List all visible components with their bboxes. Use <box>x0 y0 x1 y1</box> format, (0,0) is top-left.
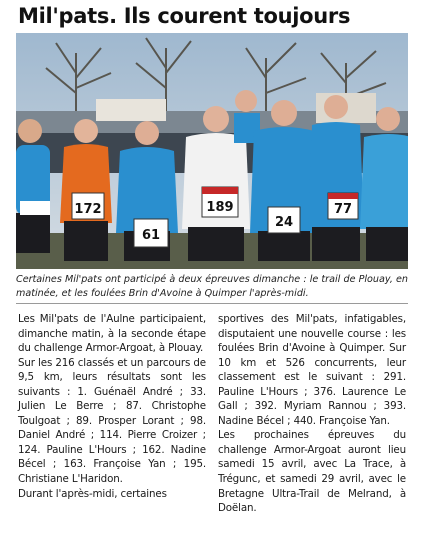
photo-caption: Certaines Mil'pats ont participé à deux épreuves dimanche : le trail de Plouay, en matinée, et les foulées Brin d'Avoine à Quimper l'après-midi. <box>16 274 408 299</box>
bib-number: 172 <box>74 202 102 217</box>
article-paragraph: Les prochaines épreuves du challenge Armor-Argoat auront lieu samedi 15 avril, avec La Trace, à Trégunc, et samedi 29 avril, avec le Bretagne Ultra-Trail de Melrand, à Doëlan. <box>218 429 406 515</box>
runners-photo-illustration <box>16 33 408 269</box>
bib-number: 24 <box>274 215 294 230</box>
article-paragraph: Durant l'après-midi, certaines <box>18 487 167 500</box>
article-column-right <box>218 312 406 516</box>
article-paragraph: Les Mil'pats de l'Aulne participaient, dimanche matin, à la seconde étape du challenge Armor-Argoat, à Plouay. <box>18 313 206 355</box>
group-photo <box>16 33 408 269</box>
article-column-left <box>18 312 206 501</box>
bib-number: 61 <box>141 228 161 243</box>
caption-divider <box>16 303 408 304</box>
bib-number: 189 <box>206 200 234 215</box>
article-headline: Mil'pats. Ils courent toujours <box>18 4 351 28</box>
article-paragraph: Sur les 216 classés et un parcours de 9,5 km, leurs résultats sont les suivants : 1. Guénaël André ; 33. Julien Le Berre ; 87. Christophe Toulgoat ; 89. Prosper Lorant ; 98. Daniel André ; 114. Pierre Croizer ; 124. Pauline L'Hours ; 162. Nadine Bécel ; 163. Françoise Yan ; 195. Christiane L'Haridon. <box>18 356 206 486</box>
article-paragraph: sportives des Mil'pats, infatigables, disputaient une nouvelle course : les foulées Brin d'Avoine à Quimper. Sur 10 km et 526 concurrents, leur classement est le suivant : 291. Pauline L'Hours ; 376. Laurence Le Gall ; 392. Myriam Rannou ; 393. Nadine Bécel ; 440. Françoise Yan. <box>218 313 406 427</box>
bib-number: 77 <box>333 202 353 217</box>
